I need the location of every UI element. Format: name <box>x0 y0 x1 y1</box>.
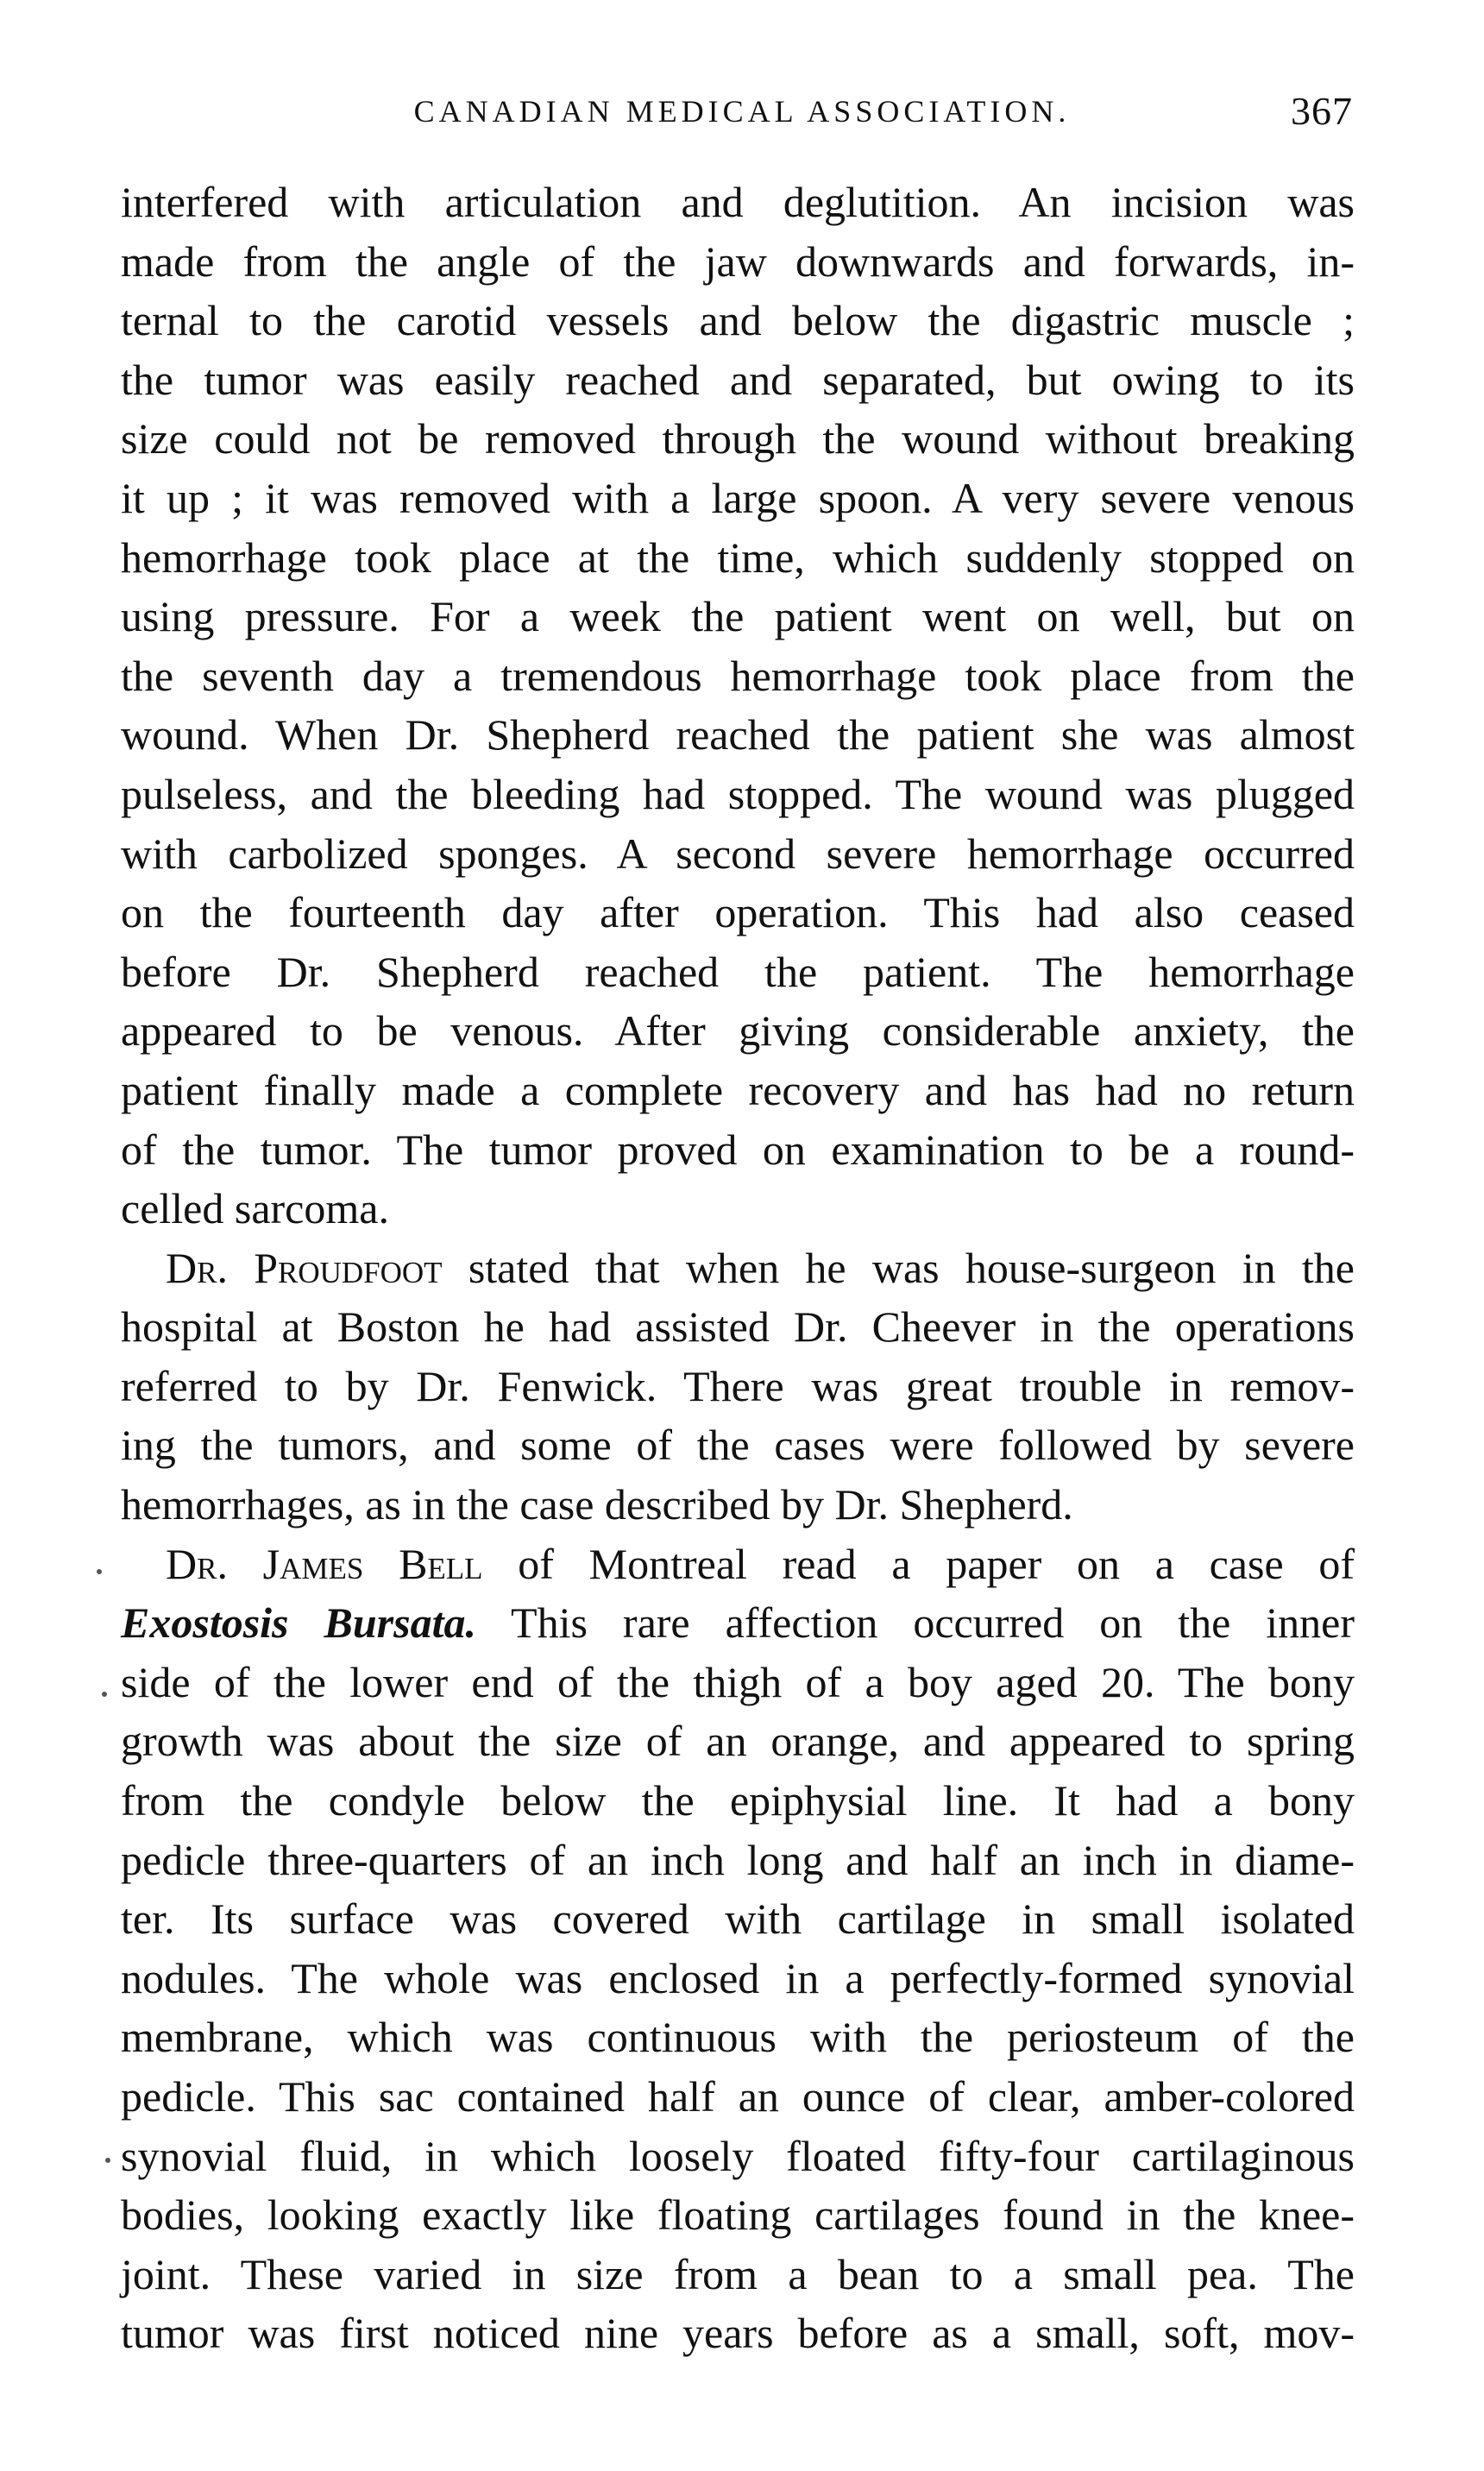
text-line: it up ; it was removed with a large spoon. A very severe venous <box>121 473 1355 522</box>
text-line: side of the lower end of the thigh of a boy aged 20. The bony <box>121 1657 1355 1706</box>
paragraph-bell <box>121 1535 1355 2363</box>
text-line: membrane, which was continuous with the periosteum of the <box>121 2013 1355 2062</box>
text-line: size could not be removed through the wound without breaking <box>121 414 1355 463</box>
text-line: the tumor was easily reached and separated, but owing to its <box>121 355 1355 404</box>
text-line: wound. When Dr. Shepherd reached the patient she was almost <box>121 710 1355 760</box>
speaker-name: Dr. Proudfoot <box>166 1243 443 1292</box>
text-line <box>121 1239 1355 1298</box>
text-line: synovial fluid, in which loosely floated fifty-four cartilaginous <box>121 2131 1355 2180</box>
scan-speck <box>105 2158 110 2163</box>
running-head <box>121 89 1363 145</box>
text-line: using pressure. For a week the patient went on well, but on <box>121 592 1355 641</box>
text-line <box>121 1593 1355 1653</box>
scan-speck <box>97 1569 102 1574</box>
text-line: ter. Its surface was covered with cartilage in small isolated <box>121 1894 1355 1944</box>
text-line: patient finally made a complete recovery and has had no return <box>121 1065 1355 1114</box>
italic-term: Exostosis Bursata. <box>121 1598 476 1648</box>
text-fragment: stated that when he was house-surgeon in the <box>442 1243 1355 1292</box>
text-line: nodules. The whole was enclosed in a perfectly-formed synovial <box>121 1953 1355 2002</box>
text-line: with carbolized sponges. A second severe hemorrhage occurred <box>121 829 1355 878</box>
text-line: of the tumor. The tumor proved on examination to be a round- <box>121 1125 1355 1174</box>
text-line: tumor was first noticed nine years before as a small, soft, mov- <box>121 2309 1355 2358</box>
speaker-name: Dr. James Bell <box>166 1539 483 1588</box>
text-line: joint. These varied in size from a bean to a small pea. The <box>121 2249 1355 2298</box>
text-line: hospital at Boston he had assisted Dr. Cheever in the operations <box>121 1302 1355 1352</box>
text-fragment: of Montreal read a paper on a case of <box>482 1539 1355 1588</box>
text-fragment: This rare affection occurred on the inner <box>475 1598 1355 1648</box>
text-line: before Dr. Shepherd reached the patient. The hemorrhage <box>121 947 1355 996</box>
page-number: 367 <box>1291 89 1353 133</box>
text-line: pedicle. This sac contained half an ounce of clear, amber-colored <box>121 2072 1355 2121</box>
text-line: bodies, looking exactly like floating cartilages found in the knee- <box>121 2190 1355 2240</box>
paragraph-continued-case <box>121 173 1355 1239</box>
text-line: on the fourteenth day after operation. This had also ceased <box>121 888 1355 937</box>
text-line: the seventh day a tremendous hemorrhage took place from the <box>121 651 1355 700</box>
text-line: pulseless, and the bleeding had stopped. The wound was plugged <box>121 769 1355 818</box>
text-line: referred to by Dr. Fenwick. There was great trouble in remov- <box>121 1361 1355 1410</box>
text-line: pedicle three-quarters of an inch long and half an inch in diame- <box>121 1835 1355 1884</box>
body-text <box>121 173 1355 2363</box>
text-line: made from the angle of the jaw downwards and forwards, in- <box>121 236 1355 286</box>
scan-speck <box>102 1692 107 1697</box>
text-line: ing the tumors, and some of the cases were followed by severe <box>121 1421 1355 1470</box>
text-line <box>121 1535 1355 1594</box>
text-line: from the condyle below the epiphysial line. It had a bony <box>121 1776 1355 1825</box>
running-title: CANADIAN MEDICAL ASSOCIATION. <box>413 94 1071 129</box>
paragraph-proudfoot <box>121 1239 1355 1535</box>
text-line: hemorrhage took place at the time, which suddenly stopped on <box>121 533 1355 582</box>
text-line: interfered with articulation and deglutition. An incision was <box>121 178 1355 226</box>
text-line: hemorrhages, as in the case described by Dr. Shepherd. <box>121 1480 1073 1529</box>
text-line: growth was about the size of an orange, and appeared to spring <box>121 1717 1355 1766</box>
text-line: ternal to the carotid vessels and below the digastric muscle ; <box>121 296 1355 345</box>
text-line: celled sarcoma. <box>121 1184 389 1233</box>
text-line: appeared to be venous. After giving considerable anxiety, the <box>121 1006 1355 1056</box>
